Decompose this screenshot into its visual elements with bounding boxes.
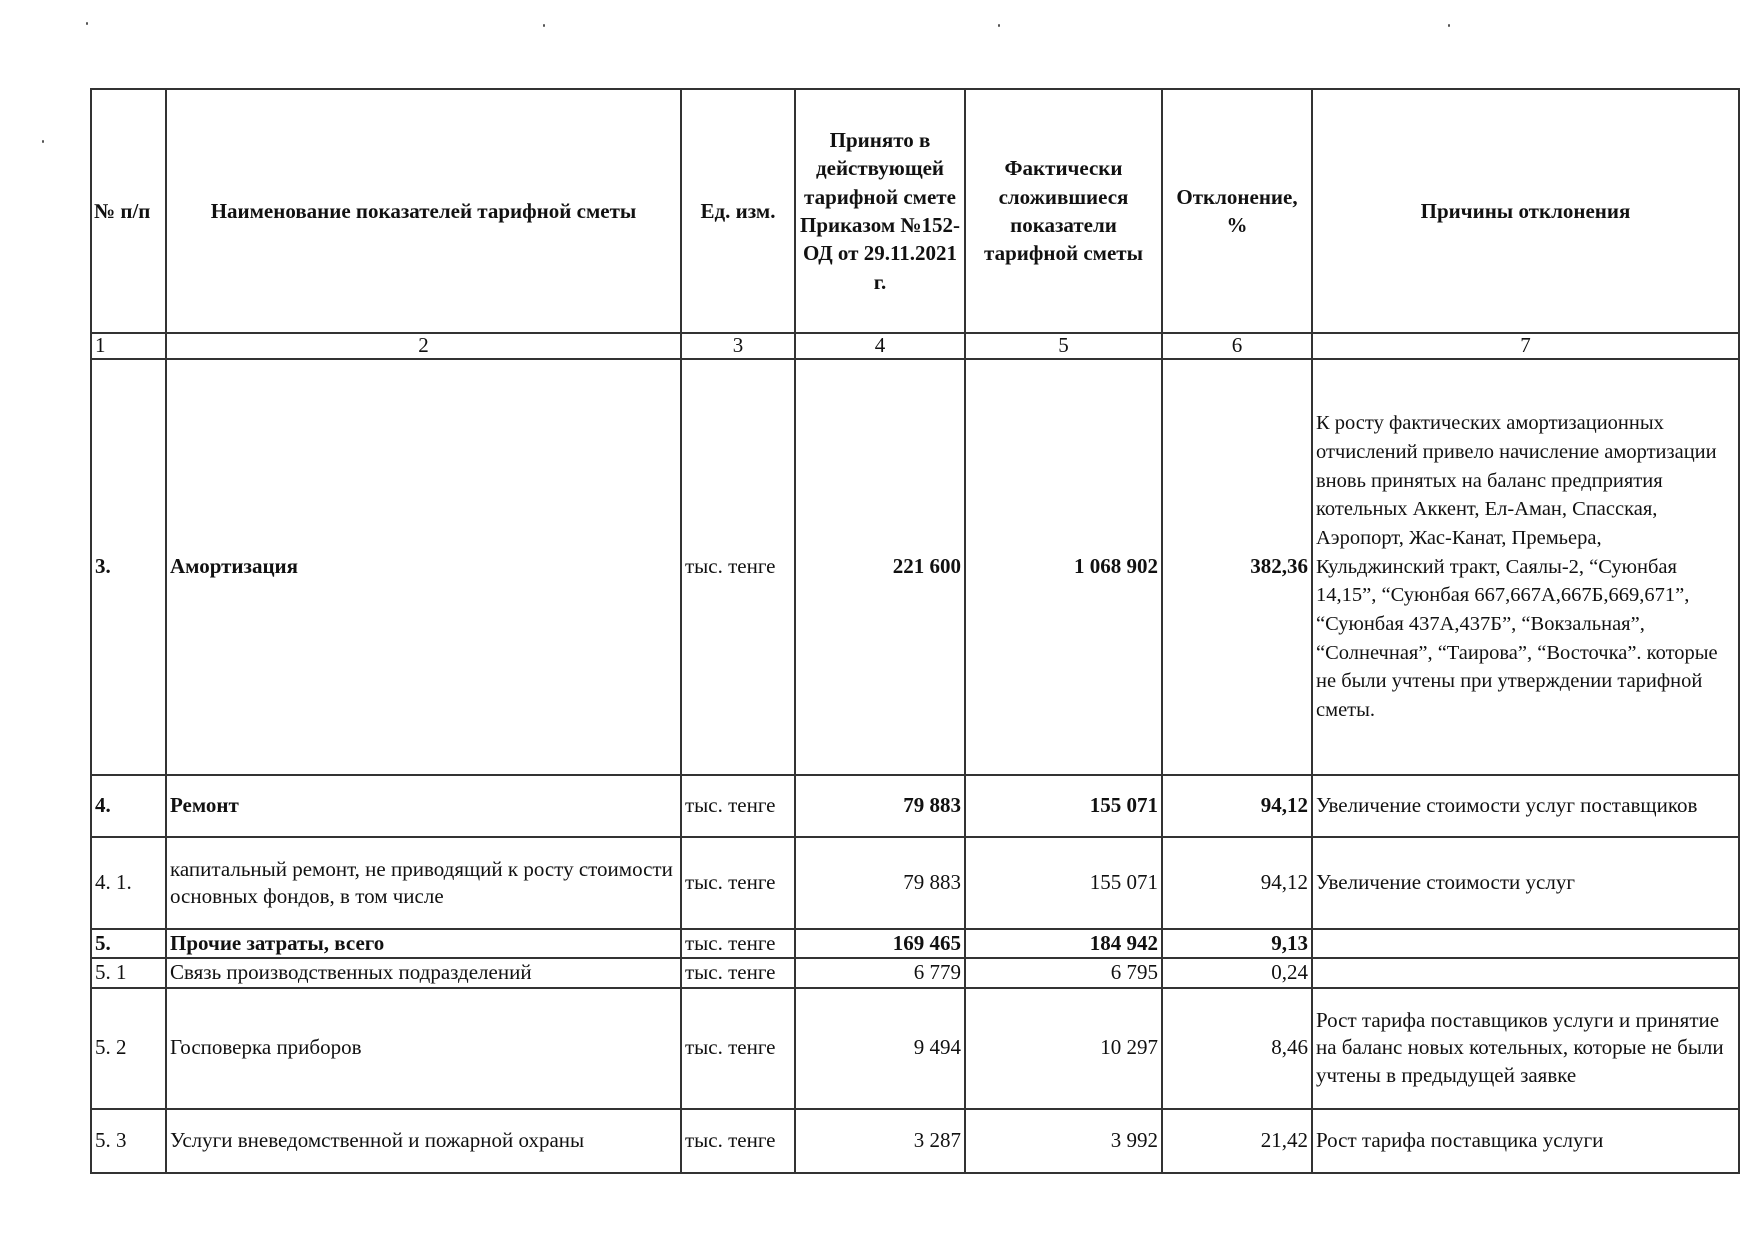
tariff-estimate-table xyxy=(90,88,1740,1174)
row-unit: тыс. тенге xyxy=(681,1109,795,1173)
row-approved: 79 883 xyxy=(795,837,965,929)
row-approved: 221 600 xyxy=(795,359,965,775)
row-actual: 6 795 xyxy=(965,958,1162,987)
row-name: Амортизация xyxy=(166,359,681,775)
row-actual: 10 297 xyxy=(965,988,1162,1109)
row-approved: 169 465 xyxy=(795,929,965,958)
row-num: 4. 1. xyxy=(91,837,166,929)
row-deviation: 382,36 xyxy=(1162,359,1312,775)
row-reason xyxy=(1312,929,1739,958)
header-actual: Фактически сложившиеся показатели тарифной сметы xyxy=(965,89,1162,333)
header-num: № п/п xyxy=(91,89,166,333)
row-unit: тыс. тенге xyxy=(681,359,795,775)
row-deviation: 9,13 xyxy=(1162,929,1312,958)
row-actual: 1 068 902 xyxy=(965,359,1162,775)
row-name: Прочие затраты, всего xyxy=(166,929,681,958)
scan-speck xyxy=(1448,24,1450,27)
row-actual: 155 071 xyxy=(965,837,1162,929)
row-deviation: 21,42 xyxy=(1162,1109,1312,1173)
column-number: 7 xyxy=(1312,333,1739,359)
scan-speck xyxy=(42,140,44,143)
row-deviation: 8,46 xyxy=(1162,988,1312,1109)
row-reason: Рост тарифа поставщиков услуги и принятие на баланс новых котельных, которые не были учтены в предыдущей заявке xyxy=(1312,988,1739,1109)
row-unit: тыс. тенге xyxy=(681,775,795,837)
row-approved: 9 494 xyxy=(795,988,965,1109)
column-number: 5 xyxy=(965,333,1162,359)
table-row xyxy=(91,775,1739,837)
row-num: 5. 2 xyxy=(91,988,166,1109)
row-name: Ремонт xyxy=(166,775,681,837)
row-unit: тыс. тенге xyxy=(681,988,795,1109)
scan-speck xyxy=(543,24,545,27)
row-name: капитальный ремонт, не приводящий к росту стоимости основных фондов, в том числе xyxy=(166,837,681,929)
header-reasons: Причины отклонения xyxy=(1312,89,1739,333)
row-reason xyxy=(1312,958,1739,987)
row-num: 3. xyxy=(91,359,166,775)
column-number-row xyxy=(91,333,1739,359)
scan-speck xyxy=(86,22,88,25)
header-deviation: Отклонение, % xyxy=(1162,89,1312,333)
row-reason: Рост тарифа поставщика услуги xyxy=(1312,1109,1739,1173)
row-reason: К росту фактических амортизационных отчислений привело начисление амортизации вновь принятых на баланс предприятия котельных Аккент, Ел-Аман, Спасская, Аэропорт, Жас-Канат, Премьера, Кульджинский тракт, Саялы-2, “Суюнбая 14,15”, “Суюнбая 667,667А,667Б,669,671”, “Суюнбая 437А,437Б”, “Вокзальная”, “Солнечная”, “Таирова”, “Восточка”. которые не были учтены при утверждении тарифной сметы. xyxy=(1312,359,1739,775)
row-actual: 3 992 xyxy=(965,1109,1162,1173)
table-row xyxy=(91,988,1739,1109)
row-num: 5. 3 xyxy=(91,1109,166,1173)
row-deviation: 94,12 xyxy=(1162,837,1312,929)
row-reason: Увеличение стоимости услуг xyxy=(1312,837,1739,929)
table-row xyxy=(91,837,1739,929)
table-row xyxy=(91,359,1739,775)
row-num: 5. xyxy=(91,929,166,958)
column-number: 4 xyxy=(795,333,965,359)
table-header-row xyxy=(91,89,1739,333)
row-unit: тыс. тенге xyxy=(681,837,795,929)
row-actual: 155 071 xyxy=(965,775,1162,837)
row-actual: 184 942 xyxy=(965,929,1162,958)
column-number: 6 xyxy=(1162,333,1312,359)
table-row xyxy=(91,929,1739,958)
scan-speck xyxy=(998,24,1000,27)
column-number: 2 xyxy=(166,333,681,359)
header-unit: Ед. изм. xyxy=(681,89,795,333)
column-number: 1 xyxy=(91,333,166,359)
row-deviation: 0,24 xyxy=(1162,958,1312,987)
row-deviation: 94,12 xyxy=(1162,775,1312,837)
row-name: Связь производственных подразделений xyxy=(166,958,681,987)
table-row xyxy=(91,958,1739,987)
table-row xyxy=(91,1109,1739,1173)
header-name: Наименование показателей тарифной сметы xyxy=(166,89,681,333)
row-approved: 3 287 xyxy=(795,1109,965,1173)
header-approved: Принято в действующей тарифной смете Приказом №152-ОД от 29.11.2021 г. xyxy=(795,89,965,333)
row-num: 5. 1 xyxy=(91,958,166,987)
row-unit: тыс. тенге xyxy=(681,958,795,987)
row-name: Услуги вневедомственной и пожарной охраны xyxy=(166,1109,681,1173)
row-reason: Увеличение стоимости услуг поставщиков xyxy=(1312,775,1739,837)
row-name: Госповерка приборов xyxy=(166,988,681,1109)
column-number: 3 xyxy=(681,333,795,359)
row-unit: тыс. тенге xyxy=(681,929,795,958)
row-num: 4. xyxy=(91,775,166,837)
row-approved: 79 883 xyxy=(795,775,965,837)
row-approved: 6 779 xyxy=(795,958,965,987)
